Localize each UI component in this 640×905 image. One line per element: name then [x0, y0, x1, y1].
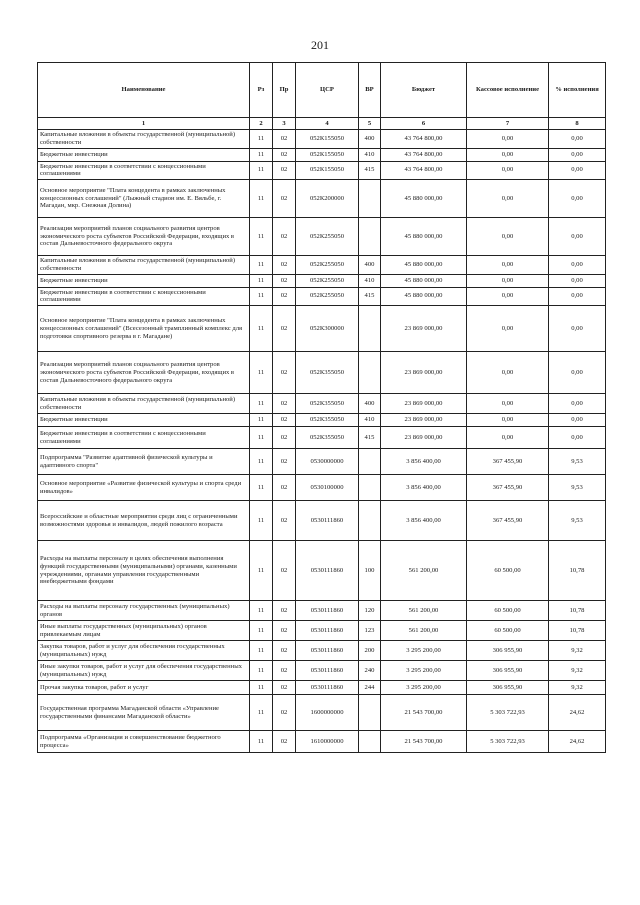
cell-csr: 1600000000 [296, 695, 359, 731]
cell-pr: 02 [273, 695, 296, 731]
cell-csr: 0530111860 [296, 621, 359, 641]
cell-budget: 45 880 000,00 [381, 287, 467, 306]
cell-kassa: 60 500,00 [467, 541, 549, 601]
cell-vr [359, 475, 381, 501]
column-number: 8 [549, 118, 606, 130]
cell-kassa: 306 955,90 [467, 641, 549, 661]
cell-rz: 11 [250, 274, 273, 287]
header-kassa: Кассовое исполнение [467, 63, 549, 118]
cell-pr: 02 [273, 601, 296, 621]
cell-pr: 02 [273, 681, 296, 695]
cell-vr [359, 180, 381, 218]
cell-pr: 02 [273, 394, 296, 414]
cell-budget: 23 869 000,00 [381, 352, 467, 394]
cell-budget: 3 856 400,00 [381, 501, 467, 541]
cell-budget: 45 880 000,00 [381, 180, 467, 218]
cell-budget: 561 200,00 [381, 601, 467, 621]
cell-vr [359, 352, 381, 394]
cell-csr: 0530111860 [296, 501, 359, 541]
cell-pr: 02 [273, 731, 296, 753]
cell-name: Бюджетные инвестиции в соответствии с концессионными соглашениями [38, 427, 250, 449]
cell-rz: 11 [250, 449, 273, 475]
cell-vr [359, 695, 381, 731]
cell-budget: 3 295 200,00 [381, 681, 467, 695]
header-budget: Бюджет [381, 63, 467, 118]
table-row [38, 180, 606, 218]
cell-pr: 02 [273, 449, 296, 475]
cell-budget: 3 856 400,00 [381, 449, 467, 475]
cell-rz: 11 [250, 148, 273, 161]
cell-budget: 23 869 000,00 [381, 414, 467, 427]
column-number: 4 [296, 118, 359, 130]
cell-csr: 052К155050 [296, 148, 359, 161]
cell-kassa: 0,00 [467, 256, 549, 275]
cell-name: Реализация мероприятий планов социального развития центров экономического роста субъектов Российской Федерации, входящих в состав Дальневосточного федерального округа [38, 218, 250, 256]
cell-name: Капитальные вложения в объекты государственной (муниципальной) собственности [38, 256, 250, 275]
cell-vr: 410 [359, 414, 381, 427]
cell-vr [359, 501, 381, 541]
cell-name: Всероссийские и областные мероприятия среди лиц с ограниченными возможностями здоровья и инвалидов, людей пожилого возраста [38, 501, 250, 541]
column-number: 2 [250, 118, 273, 130]
table-row [38, 394, 606, 414]
cell-csr: 052К200000 [296, 180, 359, 218]
cell-csr: 1610000000 [296, 731, 359, 753]
table-row [38, 661, 606, 681]
cell-budget: 561 200,00 [381, 621, 467, 641]
cell-rz: 11 [250, 352, 273, 394]
cell-vr: 200 [359, 641, 381, 661]
cell-kassa: 367 455,90 [467, 449, 549, 475]
cell-kassa: 0,00 [467, 130, 549, 149]
cell-name: Бюджетные инвестиции в соответствии с концессионными соглашениями [38, 161, 250, 180]
cell-budget: 43 764 800,00 [381, 148, 467, 161]
table-row [38, 427, 606, 449]
column-number-row [38, 118, 606, 130]
cell-vr: 415 [359, 161, 381, 180]
cell-kassa: 0,00 [467, 427, 549, 449]
cell-name: Подпрограмма "Развитие адаптивной физической культуры и адаптивного спорта" [38, 449, 250, 475]
cell-budget: 45 880 000,00 [381, 256, 467, 275]
cell-percent: 24,62 [549, 731, 606, 753]
cell-pr: 02 [273, 541, 296, 601]
cell-kassa: 0,00 [467, 352, 549, 394]
cell-percent: 0,00 [549, 130, 606, 149]
table-row [38, 130, 606, 149]
cell-percent: 0,00 [549, 352, 606, 394]
cell-rz: 11 [250, 161, 273, 180]
cell-percent: 9,53 [549, 449, 606, 475]
cell-percent: 0,00 [549, 274, 606, 287]
cell-kassa: 0,00 [467, 148, 549, 161]
cell-name: Капитальные вложения в объекты государственной (муниципальной) собственности [38, 130, 250, 149]
table-row [38, 541, 606, 601]
cell-pr: 02 [273, 256, 296, 275]
cell-rz: 11 [250, 601, 273, 621]
cell-name: Государственная программа Магаданской области «Управление государственными финансами Магаданской области» [38, 695, 250, 731]
cell-percent: 0,00 [549, 427, 606, 449]
cell-csr: 0530000000 [296, 449, 359, 475]
cell-vr: 410 [359, 148, 381, 161]
column-number: 1 [38, 118, 250, 130]
header-vr: ВР [359, 63, 381, 118]
cell-kassa: 0,00 [467, 180, 549, 218]
table-row [38, 352, 606, 394]
cell-pr: 02 [273, 661, 296, 681]
cell-csr: 0530111860 [296, 661, 359, 681]
cell-csr: 052К355050 [296, 414, 359, 427]
table-row [38, 641, 606, 661]
table-row [38, 306, 606, 352]
cell-vr: 415 [359, 427, 381, 449]
cell-kassa: 0,00 [467, 161, 549, 180]
cell-vr: 400 [359, 394, 381, 414]
cell-csr: 052К355050 [296, 352, 359, 394]
cell-vr: 123 [359, 621, 381, 641]
cell-kassa: 367 455,90 [467, 501, 549, 541]
cell-percent: 9,32 [549, 661, 606, 681]
table-row [38, 475, 606, 501]
table-row [38, 601, 606, 621]
cell-percent: 9,53 [549, 475, 606, 501]
cell-budget: 23 869 000,00 [381, 306, 467, 352]
table-row [38, 501, 606, 541]
cell-budget: 3 295 200,00 [381, 661, 467, 681]
cell-csr: 052К355050 [296, 394, 359, 414]
cell-kassa: 0,00 [467, 394, 549, 414]
cell-name: Бюджетные инвестиции [38, 414, 250, 427]
cell-kassa: 0,00 [467, 287, 549, 306]
cell-name: Основное мероприятие "Плата концедента в рамках заключенных концессионных соглашений" (Всесезонный трамплинный комплекс для подготовки спортивного резерва в г. Магадане) [38, 306, 250, 352]
cell-budget: 3 295 200,00 [381, 641, 467, 661]
cell-rz: 11 [250, 427, 273, 449]
cell-percent: 0,00 [549, 414, 606, 427]
cell-pr: 02 [273, 501, 296, 541]
cell-kassa: 0,00 [467, 414, 549, 427]
cell-pr: 02 [273, 287, 296, 306]
table-row [38, 414, 606, 427]
header-pr: Пр [273, 63, 296, 118]
cell-pr: 02 [273, 414, 296, 427]
cell-budget: 561 200,00 [381, 541, 467, 601]
cell-vr: 120 [359, 601, 381, 621]
column-number: 6 [381, 118, 467, 130]
cell-pr: 02 [273, 148, 296, 161]
cell-kassa: 367 455,90 [467, 475, 549, 501]
cell-csr: 052К155050 [296, 130, 359, 149]
cell-kassa: 60 500,00 [467, 601, 549, 621]
cell-name: Иные выплаты государственных (муниципальных) органов привлекаемым лицам [38, 621, 250, 641]
column-number: 5 [359, 118, 381, 130]
cell-csr: 0530100000 [296, 475, 359, 501]
cell-kassa: 60 500,00 [467, 621, 549, 641]
cell-percent: 10,78 [549, 601, 606, 621]
cell-percent: 10,78 [549, 621, 606, 641]
table-row [38, 287, 606, 306]
cell-kassa: 0,00 [467, 218, 549, 256]
cell-vr [359, 449, 381, 475]
table-header-row [38, 63, 606, 118]
cell-percent: 0,00 [549, 148, 606, 161]
cell-budget: 43 764 800,00 [381, 161, 467, 180]
cell-rz: 11 [250, 394, 273, 414]
cell-csr: 052К155050 [296, 161, 359, 180]
cell-percent: 9,32 [549, 681, 606, 695]
cell-csr: 0530111860 [296, 681, 359, 695]
cell-percent: 9,32 [549, 641, 606, 661]
cell-vr: 400 [359, 256, 381, 275]
cell-csr: 052К355050 [296, 427, 359, 449]
table-row [38, 621, 606, 641]
cell-budget: 21 543 700,00 [381, 731, 467, 753]
cell-percent: 0,00 [549, 394, 606, 414]
cell-csr: 052К255050 [296, 218, 359, 256]
cell-pr: 02 [273, 641, 296, 661]
cell-budget: 23 869 000,00 [381, 427, 467, 449]
table-row [38, 218, 606, 256]
cell-kassa: 5 303 722,93 [467, 731, 549, 753]
cell-budget: 43 764 800,00 [381, 130, 467, 149]
cell-csr: 0530111860 [296, 601, 359, 621]
cell-pr: 02 [273, 274, 296, 287]
cell-rz: 11 [250, 256, 273, 275]
cell-name: Бюджетные инвестиции [38, 274, 250, 287]
cell-pr: 02 [273, 352, 296, 394]
cell-rz: 11 [250, 621, 273, 641]
cell-csr: 0530111860 [296, 541, 359, 601]
cell-csr: 052К255050 [296, 274, 359, 287]
cell-name: Подпрограмма «Организация и совершенствование бюджетного процесса» [38, 731, 250, 753]
cell-rz: 11 [250, 475, 273, 501]
cell-csr: 0530111860 [296, 641, 359, 661]
cell-vr: 415 [359, 287, 381, 306]
cell-kassa: 0,00 [467, 306, 549, 352]
cell-pr: 02 [273, 180, 296, 218]
cell-csr: 052К255050 [296, 287, 359, 306]
cell-rz: 11 [250, 501, 273, 541]
table-row [38, 148, 606, 161]
cell-vr: 410 [359, 274, 381, 287]
cell-vr: 100 [359, 541, 381, 601]
cell-rz: 11 [250, 218, 273, 256]
cell-rz: 11 [250, 731, 273, 753]
cell-budget: 45 880 000,00 [381, 218, 467, 256]
page-number: 201 [311, 38, 329, 52]
cell-name: Иные закупки товаров, работ и услуг для обеспечения государственных (муниципальных) нужд [38, 661, 250, 681]
cell-percent: 0,00 [549, 287, 606, 306]
cell-pr: 02 [273, 427, 296, 449]
table-row [38, 731, 606, 753]
cell-rz: 11 [250, 641, 273, 661]
cell-kassa: 306 955,90 [467, 661, 549, 681]
cell-kassa: 5 303 722,93 [467, 695, 549, 731]
cell-budget: 23 869 000,00 [381, 394, 467, 414]
table-body [38, 130, 606, 753]
cell-vr: 244 [359, 681, 381, 695]
table-row [38, 274, 606, 287]
cell-vr: 400 [359, 130, 381, 149]
cell-percent: 9,53 [549, 501, 606, 541]
cell-budget: 45 880 000,00 [381, 274, 467, 287]
cell-name: Бюджетные инвестиции в соответствии с концессионными соглашениями [38, 287, 250, 306]
cell-kassa: 0,00 [467, 274, 549, 287]
column-number: 3 [273, 118, 296, 130]
cell-rz: 11 [250, 695, 273, 731]
table-row [38, 161, 606, 180]
cell-rz: 11 [250, 130, 273, 149]
cell-rz: 11 [250, 306, 273, 352]
cell-percent: 0,00 [549, 256, 606, 275]
table-row [38, 695, 606, 731]
cell-percent: 10,78 [549, 541, 606, 601]
cell-name: Основное мероприятие "Плата концедента в рамках заключенных концессионных соглашений" (Лыжный стадион им. Е. Вяльбе, г. Магадан, мкр. Снежная Долина) [38, 180, 250, 218]
column-number: 7 [467, 118, 549, 130]
cell-rz: 11 [250, 681, 273, 695]
cell-budget: 21 543 700,00 [381, 695, 467, 731]
cell-rz: 11 [250, 414, 273, 427]
cell-percent: 0,00 [549, 218, 606, 256]
cell-name: Закупка товаров, работ и услуг для обеспечения государственных (муниципальных) нужд [38, 641, 250, 661]
cell-rz: 11 [250, 661, 273, 681]
cell-name: Реализация мероприятий планов социального развития центров экономического роста субъектов Российской Федерации, входящих в состав Дальневосточного федерального округа [38, 352, 250, 394]
cell-pr: 02 [273, 130, 296, 149]
cell-name: Расходы на выплаты персоналу в целях обеспечения выполнения функций государственными (муниципальными) органами, казенными учреждениями, органами управления государственными внебюджетными фондами [38, 541, 250, 601]
cell-rz: 11 [250, 541, 273, 601]
header-name: Наименование [38, 63, 250, 118]
cell-percent: 0,00 [549, 180, 606, 218]
cell-vr [359, 218, 381, 256]
cell-pr: 02 [273, 161, 296, 180]
cell-csr: 052К300000 [296, 306, 359, 352]
header-rz: Рз [250, 63, 273, 118]
cell-csr: 052К255050 [296, 256, 359, 275]
cell-vr [359, 306, 381, 352]
cell-vr: 240 [359, 661, 381, 681]
cell-budget: 3 856 400,00 [381, 475, 467, 501]
table-row [38, 256, 606, 275]
cell-pr: 02 [273, 475, 296, 501]
header-csr: ЦСР [296, 63, 359, 118]
cell-percent: 0,00 [549, 306, 606, 352]
cell-vr [359, 731, 381, 753]
header-percent: % исполнения [549, 63, 606, 118]
budget-table [37, 62, 606, 753]
cell-percent: 0,00 [549, 161, 606, 180]
cell-name: Бюджетные инвестиции [38, 148, 250, 161]
table-row [38, 449, 606, 475]
cell-pr: 02 [273, 306, 296, 352]
cell-rz: 11 [250, 287, 273, 306]
cell-pr: 02 [273, 218, 296, 256]
cell-name: Расходы на выплаты персоналу государственных (муниципальных) органов [38, 601, 250, 621]
table-row [38, 681, 606, 695]
cell-pr: 02 [273, 621, 296, 641]
cell-kassa: 306 955,90 [467, 681, 549, 695]
cell-percent: 24,62 [549, 695, 606, 731]
cell-name: Прочая закупка товаров, работ и услуг [38, 681, 250, 695]
cell-name: Основное мероприятие «Развитие физической культуры и спорта среди инвалидов» [38, 475, 250, 501]
cell-name: Капитальные вложения в объекты государственной (муниципальной) собственности [38, 394, 250, 414]
cell-rz: 11 [250, 180, 273, 218]
